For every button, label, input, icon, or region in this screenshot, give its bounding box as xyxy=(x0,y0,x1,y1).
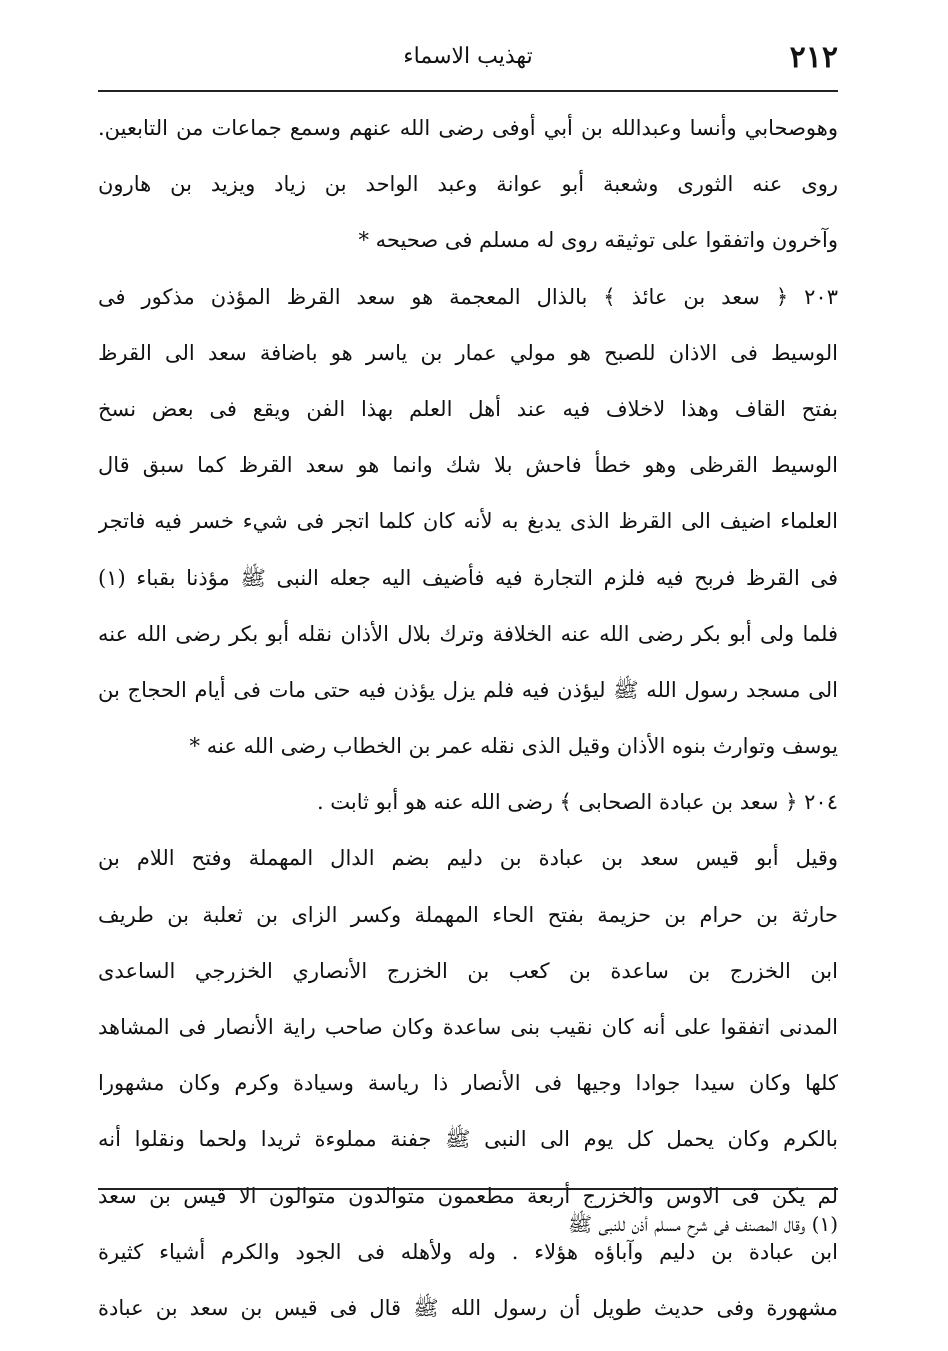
page-header xyxy=(98,38,838,92)
text-line: الى مسجد رسول الله ﷺ ليؤذن فيه فلم يزل يؤذن فيه حتى مات فى أيام الحجاج بن xyxy=(98,677,838,702)
footnote: (١) وقال المصنف فى شرح مسلم أذن للنبى ﷺ xyxy=(568,1212,838,1236)
entry-203-heading-line: ٢٠٣ ﴿ سعد بن عائذ ﴾ بالذال المعجمة هو سعد القرظ المؤذن مذكور فى xyxy=(98,284,838,309)
text-line: مشهورة وفى حديث طويل أن رسول الله ﷺ قال فى قيس بن سعد بن عبادة xyxy=(98,1295,838,1320)
page-number: ٢١٢ xyxy=(789,40,838,75)
text-line: المدنى اتفقوا على أنه كان نقيب بنى ساعدة وكان صاحب راية الأنصار فى المشاهد xyxy=(98,1015,838,1039)
running-title: تهذيب الاسماء xyxy=(403,44,533,69)
text-line: يوسف وتوارث بنوه الأذان وقيل الذى نقله عمر بن الخطاب رضى الله عنه * xyxy=(189,734,838,759)
text-line: العلماء اضيف الى القرظ الذى يدبغ به لأنه كان كلما اتجر فى شيء خسر فيه فاتجر xyxy=(98,509,838,534)
text-line: فلما ولى أبو بكر رضى الله عنه الخلافة وترك بلال الأذان نقله أبو بكر رضى الله عنه xyxy=(98,621,838,646)
text-line: حارثة بن حرام بن حزيمة بفتح الحاء المهملة وكسر الزاى بن ثعلبة بن طريف xyxy=(98,902,838,927)
text-line: الوسيط فى الاذان للصبح هو مولي عمار بن ياسر هو باضافة سعد الى القرظ xyxy=(98,340,838,365)
text-line: كلها وكان سيدا جوادا وجيها فى الأنصار ذا رياسة وسيادة وكرم وكان مشهورا xyxy=(98,1071,838,1096)
footnote-divider xyxy=(98,1188,838,1190)
text-line: بفتح القاف وهذا لاخلاف فيه عند أهل العلم بهذا الفن ويقع فى بعض نسخ xyxy=(98,396,838,421)
text-line: الوسيط القرظى وهو خطأ فاحش بلا شك وانما هو سعد القرظ كما سبق قال xyxy=(98,453,838,478)
text-line: وقيل أبو قيس سعد بن عبادة بن دليم بضم الدال المهملة وفتح اللام بن xyxy=(98,846,838,871)
body-text xyxy=(98,100,838,1336)
text-line: بالكرم وكان يحمل كل يوم الى النبى ﷺ جفنة مملوءة ثريدا ولحما ونقلوا أنه xyxy=(98,1127,838,1152)
text-line: روى عنه الثورى وشعبة أبو عوانة وعبد الواحد بن زياد ويزيد بن هارون xyxy=(98,172,838,197)
text-line: فى القرظ فربح فيه فلزم التجارة فيه فأضيف اليه جعله النبى ﷺ مؤذنا بقباء (١) xyxy=(98,565,838,590)
text-line: ابن عبادة بن دليم وآباؤه هؤلاء . وله ولأهله فى الجود والكرم أشياء كثيرة xyxy=(98,1239,838,1264)
text-line: ابن الخزرج بن ساعدة بن كعب بن الخزرج الأنصاري الخزرجي الساعدى xyxy=(98,958,838,983)
text-line: لم يكن فى الاوس والخزرج أربعة مطعمون متوالدون متوالون الا قيس بن سعد xyxy=(98,1183,838,1208)
text-line: وهوصحابي وأنسا وعبدالله بن أبي أوفى رضى الله عنهم وسمع جماعات من التابعين. xyxy=(98,116,838,140)
entry-204-heading-line: ٢٠٤ ﴿ سعد بن عبادة الصحابى ﴾ رضى الله عنه هو أبو ثابت . xyxy=(316,790,838,815)
text-line: وآخرون واتفقوا على توثيقه روى له مسلم فى صحيحه * xyxy=(358,228,838,253)
